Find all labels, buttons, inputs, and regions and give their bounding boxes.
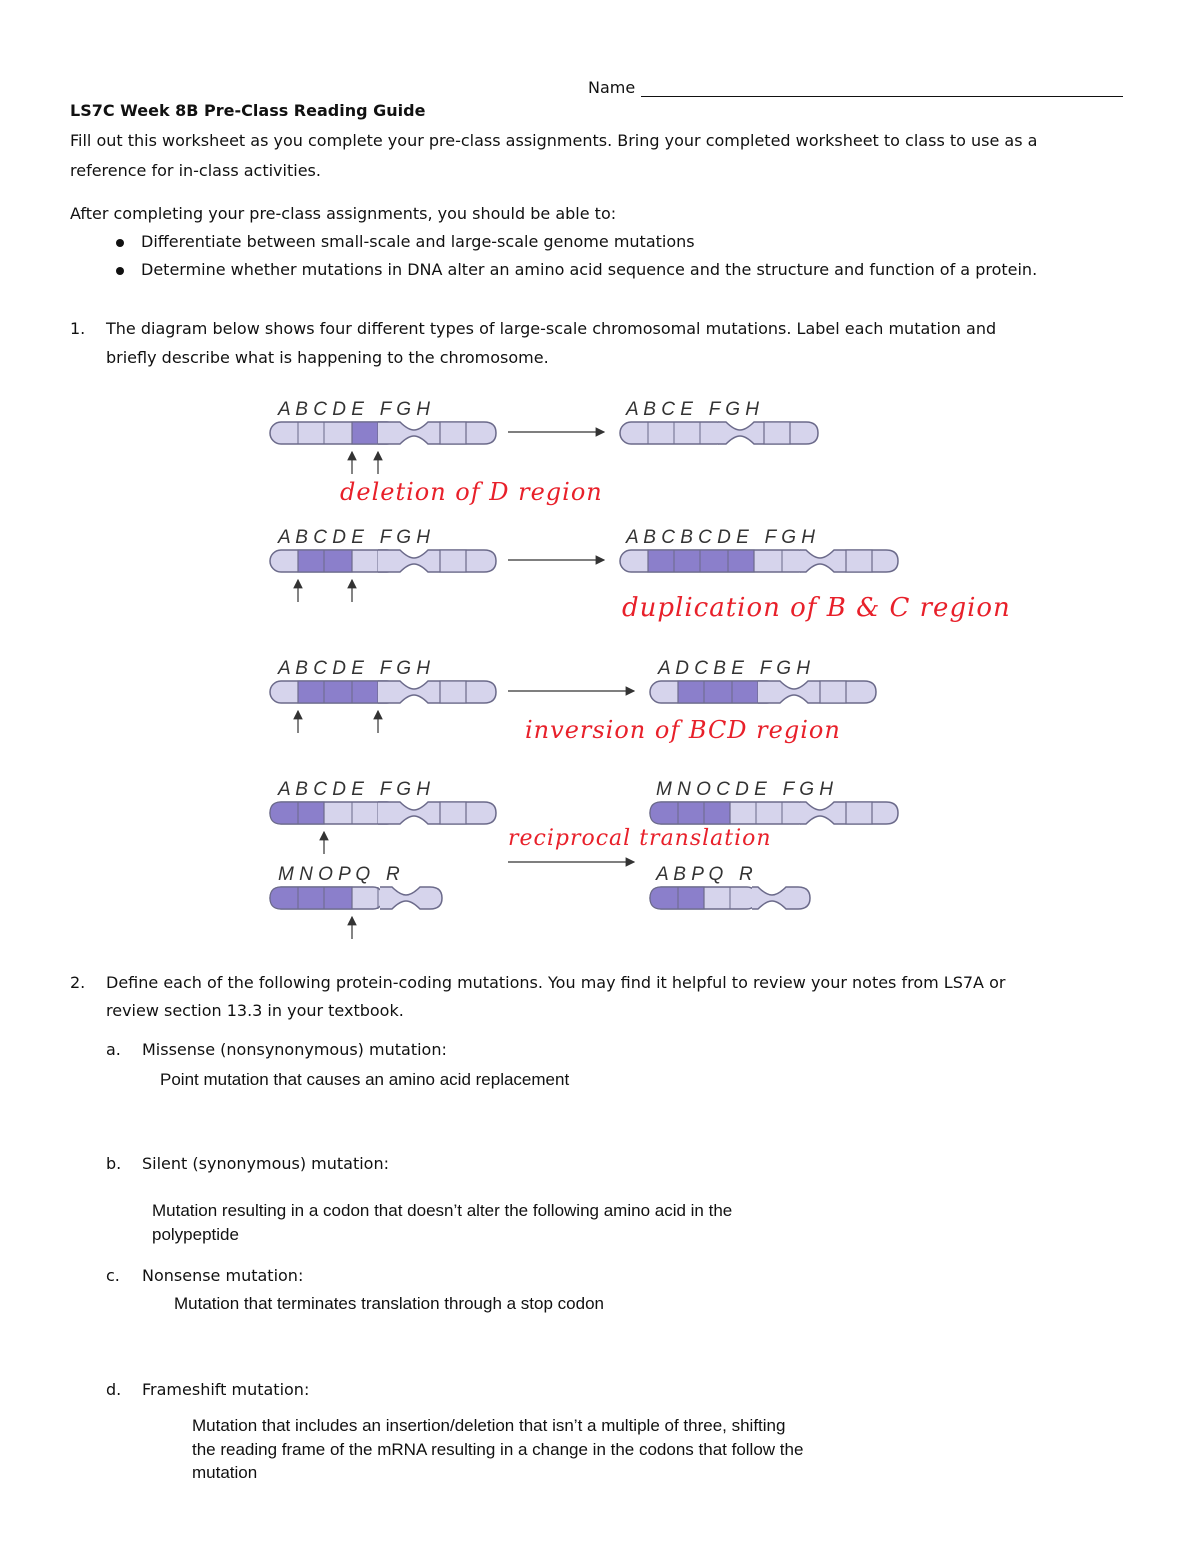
item-d-answer-line-1[interactable]: Mutation that includes an insertion/deletion that isn’t a multiple of three, shifting — [192, 1416, 786, 1435]
item-a-label: Missense (nonsynonymous) mutation: — [142, 1040, 447, 1059]
name-label: Name — [588, 78, 636, 97]
item-b-label: Silent (synonymous) mutation: — [142, 1154, 389, 1173]
row4-right-labels: M N O C D E F G H — [656, 779, 833, 800]
row5-left-labels: M N O P Q R — [278, 864, 400, 885]
item-a-letter: a. — [106, 1040, 121, 1059]
row1-left-chromosome — [270, 399, 496, 444]
item-c-label: Nonsense mutation: — [142, 1266, 304, 1285]
item-a-answer[interactable]: Point mutation that causes an amino acid replacement — [160, 1070, 570, 1089]
item-d-letter: d. — [106, 1380, 122, 1399]
item-b-answer-line-1[interactable]: Mutation resulting in a codon that doesn’t alter the following amino acid in the — [152, 1201, 733, 1220]
row2-right-labels: A B C B C D E F G H — [626, 527, 815, 548]
bullet-icon — [116, 267, 124, 275]
question-2-number: 2. — [70, 973, 86, 992]
handwritten-answer-translocation: reciprocal translation — [508, 826, 772, 851]
row1-left-labels: A B C D E F G H — [278, 399, 431, 420]
row1-right-chromosome — [620, 399, 818, 444]
page-title: LS7C Week 8B Pre-Class Reading Guide — [70, 101, 426, 120]
objective-item: Differentiate between small-scale and large-scale genome mutations — [141, 232, 695, 251]
question-2-line-2: review section 13.3 in your textbook. — [106, 1001, 404, 1020]
handwritten-answer-inversion: inversion of BCD region — [525, 716, 841, 744]
row4-left-labels: A B C D E F G H — [278, 779, 431, 800]
bullet-icon — [116, 239, 124, 247]
intro-line-2: reference for in-class activities. — [70, 161, 321, 180]
row3-right-chromosome — [650, 658, 876, 703]
row4-left-chromosome — [270, 779, 496, 824]
item-d-answer-line-3[interactable]: mutation — [192, 1463, 258, 1482]
row3-left-chromosome — [270, 658, 496, 703]
row5-right-labels: A B P Q R — [656, 864, 753, 885]
item-d-label: Frameshift mutation: — [142, 1380, 310, 1399]
question-1-line-1: The diagram below shows four different types of large-scale chromosomal mutations. Label each mutation and — [106, 319, 997, 338]
question-1-line-2: briefly describe what is happening to the chromosome. — [106, 348, 549, 367]
row5-right-chromosome — [650, 864, 810, 909]
row3-right-labels: A D C B E F G H — [658, 658, 811, 679]
item-b-letter: b. — [106, 1154, 122, 1173]
name-blank-line[interactable] — [641, 76, 1123, 97]
name-field-row — [588, 76, 1123, 97]
item-c-letter: c. — [106, 1266, 120, 1285]
row4-right-chromosome — [650, 779, 898, 824]
row3-left-labels: A B C D E F G H — [278, 658, 431, 679]
item-c-answer[interactable]: Mutation that terminates translation through a stop codon — [174, 1294, 604, 1313]
question-2-line-1: Define each of the following protein-coding mutations. You may find it helpful to review your notes from LS7A or — [106, 973, 1006, 992]
item-d-answer-line-2[interactable]: the reading frame of the mRNA resulting in a change in the codons that follow the — [192, 1440, 804, 1459]
handwritten-answer-deletion: deletion of D region — [340, 478, 603, 506]
row2-right-chromosome — [620, 527, 898, 572]
row2-left-labels: A B C D E F G H — [278, 527, 431, 548]
handwritten-answer-duplication: duplication of B & C region — [622, 593, 1011, 623]
chromosome-mutation-diagram — [0, 380, 1200, 950]
row5-left-chromosome — [270, 864, 442, 909]
objective-item: Determine whether mutations in DNA alter an amino acid sequence and the structure and function of a protein. — [141, 260, 1038, 279]
objectives-lead: After completing your pre-class assignments, you should be able to: — [70, 204, 617, 223]
row1-right-labels: A B C E F G H — [626, 399, 760, 420]
item-b-answer-line-2[interactable]: polypeptide — [152, 1225, 239, 1244]
row2-left-chromosome — [270, 527, 496, 572]
intro-line-1: Fill out this worksheet as you complete your pre-class assignments. Bring your completed worksheet to class to use as a — [70, 131, 1038, 150]
question-1-number: 1. — [70, 319, 86, 338]
